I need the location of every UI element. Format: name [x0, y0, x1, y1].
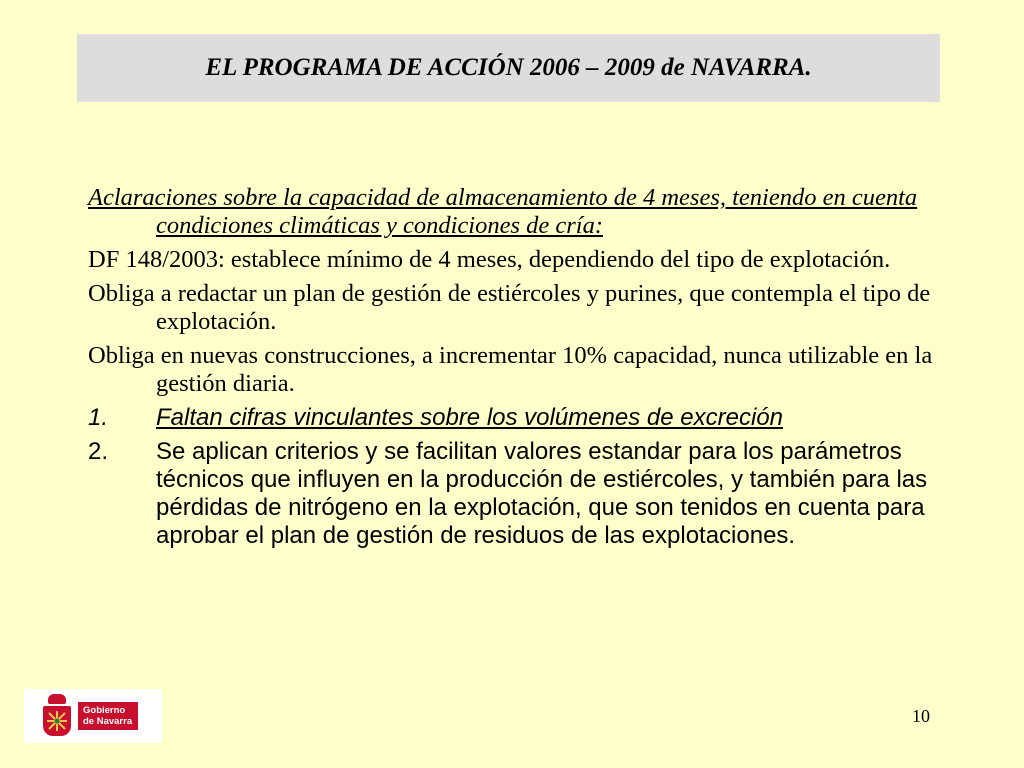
logo-label: [78, 702, 138, 730]
logo-line-1: Gobierno: [83, 705, 126, 716]
navarra-coat-of-arms-icon: [42, 694, 72, 738]
slide-title: EL PROGRAMA DE ACCIÓN 2006 – 2009 de NAVARRA.: [205, 54, 812, 81]
logo-line-2: de Navarra: [83, 716, 133, 727]
numbered-item-1: [88, 404, 940, 432]
paragraph-management-plan: Obliga a redactar un plan de gestión de estiércoles y purines, que contempla el tipo de explotación.: [88, 280, 931, 335]
gobierno-navarra-logo: [24, 689, 162, 743]
item-number: 1.: [88, 404, 109, 431]
title-box: [77, 34, 940, 102]
item-text: Faltan cifras vinculantes sobre los volúmenes de excreción: [156, 404, 783, 431]
slide-content: [88, 184, 940, 556]
numbered-item-2: [88, 438, 940, 550]
page-number: 10: [912, 706, 930, 726]
paragraph-df-148: DF 148/2003: establece mínimo de 4 meses, dependiendo del tipo de explotación.: [88, 246, 891, 273]
clarification-heading: Aclaraciones sobre la capacidad de almacenamiento de 4 meses, teniendo en cuenta condiciones climáticas y condiciones de cría:: [88, 184, 918, 239]
paragraph-new-constructions: Obliga en nuevas construcciones, a incrementar 10% capacidad, nunca utilizable en la gestión diaria.: [88, 342, 933, 397]
item-text: Se aplican criterios y se facilitan valores estandar para los parámetros técnicos que influyen en la producción de estiércoles, y también para las pérdidas de nitrógeno en la explotación, que son tenidos en cuenta para aprobar el plan de gestión de residuos de las explotaciones.: [156, 438, 928, 549]
item-number: 2.: [88, 438, 109, 465]
